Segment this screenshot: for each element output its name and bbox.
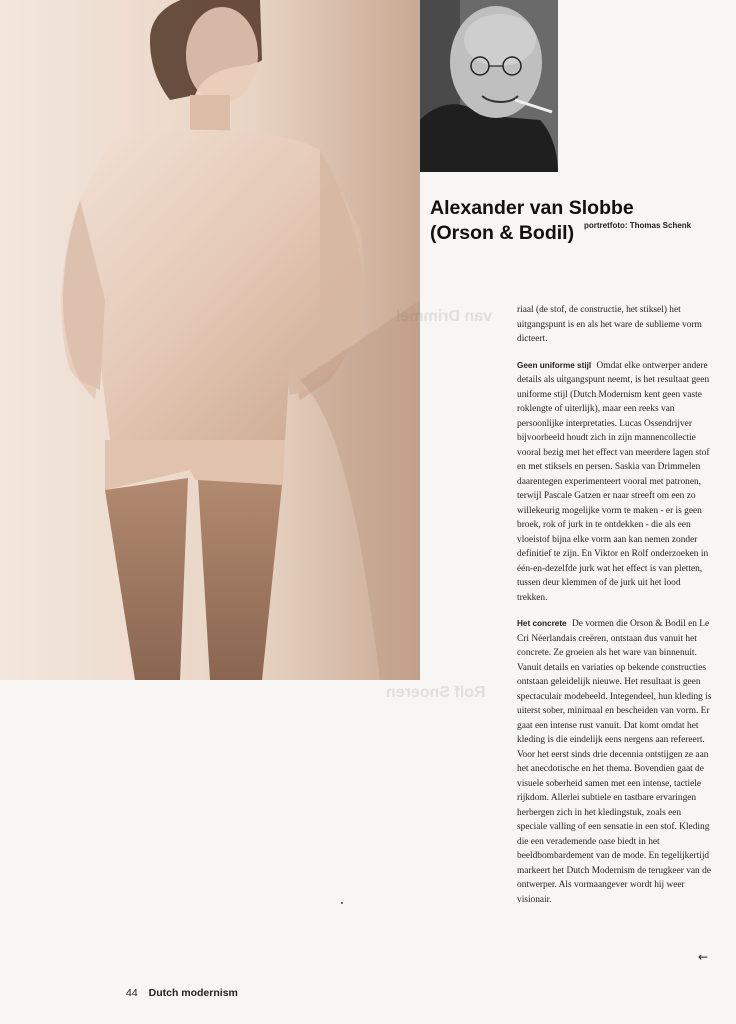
dust-speck	[341, 902, 343, 904]
label-name: (Orson & Bodil)	[430, 222, 575, 244]
end-mark-arrow-icon: ←	[698, 950, 709, 964]
designer-portrait-illustration	[420, 0, 558, 172]
designer-portrait	[420, 0, 558, 172]
page-number: 44	[126, 987, 138, 999]
intro-paragraph: riaal (de stof, de constructie, het stiksel) het uitgangspunt is en als het ware de sublieme vorm dicteert.	[517, 305, 702, 344]
show-through-text: van Drimmel	[396, 308, 493, 325]
section-geen-uniforme-stijl	[517, 359, 713, 606]
show-through-text: Rolf Snoeren	[386, 684, 486, 701]
designer-name: Alexander van Slobbe	[430, 197, 634, 219]
section-heading: Het concrete	[517, 619, 567, 628]
model-photo-illustration	[0, 0, 420, 680]
section-body: De vormen die Orson & Bodil en Le Cri Néerlandais creëren, ontstaan dus vanuit het concrete. Ze groeien als het ware van binnenuit. Vanuit details en variaties op bekende constructies ontstaan geleidelijk nieuwe. Het resultaat is geen spectaculair modebeeld. Integendeel, hun kleding is uiterst sober, minimaal en bescheiden van vorm. Er gaat een intense rust vanuit. Dat komt omdat het kleding is die eindelijk eens nergens aan refereert. Voor het eerst sinds drie decennia ontstijgen ze aan het anecdotische en het thema. Bovendien gaat de visuele soberheid samen met een intense, tactiele rijkdom. Allerlei subtiele en tastbare ervaringen herbergen zich in het kledingstuk, zoals een speciale valling of een sensatie in een stof. Kleding die een verademende oase biedt in het beeldbombardement van de mode. En tegelijkertijd markeert het Dutch Modernism de terugkeer van de ontwerper. Als vormaangever wordt hij weer visionair.	[517, 619, 712, 905]
section-body: Omdat elke ontwerper andere details als uitgangspunt neemt, is het resultaat geen uniforme stijl (Dutch Modernism kent geen vaste roklengte of uiterlijk), maar een reeks van persoonlijke interpretaties. Lucas Ossendrijver bijvoorbeeld houdt zich in zijn mannencollectie vooral bezig met het effect van meerdere lagen stof en met stiksels en persen. Saskia van Drimmelen daarentegen experimenteert vooral met patronen, terwijl Pascale Gatzen er naar streeft om een zo willekeurig mogelijke vorm te maken - er is geen broek, rok of jurk in te ontdekken - die als een vloeistof bijna elke vorm aan kan nemen zonder definitief te zijn. En Viktor en Rolf onderzoeken in één-en-dezelfde jurk wat het effect is van pletten, tussen deur klemmen of de jurk uit het lood trekken.	[517, 360, 710, 603]
page-footer	[126, 987, 238, 999]
section-title: Dutch modernism	[148, 987, 238, 999]
model-photo	[0, 0, 420, 680]
photo-credit: portretfoto: Thomas Schenk	[584, 221, 692, 230]
section-heading: Geen uniforme stijl	[517, 360, 592, 370]
article-body	[517, 303, 713, 919]
section-het-concrete	[517, 617, 713, 907]
